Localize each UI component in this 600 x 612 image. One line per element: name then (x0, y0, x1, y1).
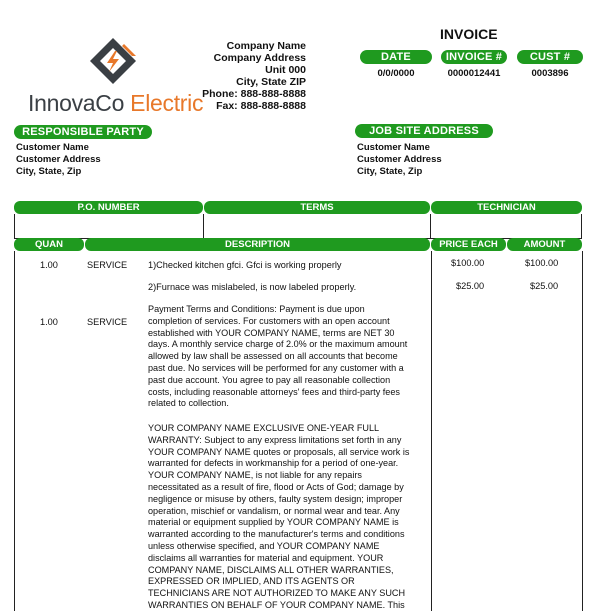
terms-cell[interactable] (203, 214, 431, 239)
warranty-text: YOUR COMPANY NAME EXCLUSIVE ONE-YEAR FULL WARRANTY: Subject to any express limitations set forth in any YOUR COMPANY NAME quotes or proposals, all service work is warranted for defects in workmanship for a period of one-year. YOUR COMPANY NAME, is not liable for any repairs necessitated as a result of fire, flood or Acts of God; damage by negligence or misuse by others, faulty system design; improper operation, mischief or vandalism, or normal wear and tear. Any material or equipment supplied by YOUR COMPANY NAME is warranted according to the manufacturer's terms and conditions unless otherwise specified, and YOUR COMPANY NAME disclaims all warranties for material and equipment. YOUR COMPANY NAME, DISCLAIMS ALL OTHER WARRANTIES, EXPRESSED OR IMPLIED, AND ITS AGENTS OR TECHNICIANS ARE NOT AUTHORIZED TO MAKE ANY SUCH WARRANTIES ON BEHALF OF YOUR COMPANY NAME. This (148, 423, 410, 610)
description-header: DESCRIPTION (85, 238, 430, 251)
company-unit: Unit 000 (265, 64, 306, 76)
row3-quan: 1.00 (40, 317, 58, 327)
terms-header: TERMS (204, 201, 430, 214)
row2-price: $25.00 (456, 281, 485, 291)
date-value: 0/0/0000 (377, 68, 415, 79)
row1-description: 1)Checked kitchen gfci. Gfci is working properly (148, 260, 342, 270)
company-phone: Phone: 888-888-8888 (202, 88, 306, 100)
responsible-customer-address: Customer Address (16, 154, 101, 165)
company-address: Company Address (213, 52, 306, 64)
logo-name-part2: Electric (130, 90, 204, 116)
row1-type: SERVICE (87, 260, 128, 270)
company-name: Company Name (226, 40, 306, 52)
customer-number-value: 0003896 (531, 68, 569, 79)
po-number-header: P.O. NUMBER (14, 201, 203, 214)
job-site-label: JOB SITE ADDRESS (355, 124, 493, 138)
logo-mark-icon (84, 36, 142, 88)
price-each-header: PRICE EACH (431, 238, 506, 251)
company-fax: Fax: 888-888-8888 (216, 100, 306, 112)
row1-amount: $100.00 (525, 258, 559, 268)
invoice-title: INVOICE (440, 26, 498, 42)
company-city: City, State ZIP (236, 76, 306, 88)
row2-amount: $25.00 (530, 281, 559, 291)
logo-name-part1: InnovaCo (28, 90, 125, 116)
table-divider (431, 251, 432, 611)
technician-cell[interactable] (430, 214, 582, 239)
row1-quan: 1.00 (40, 260, 58, 270)
date-label: DATE (360, 50, 432, 64)
job-site-customer-name: Customer Name (357, 142, 430, 153)
responsible-party-label: RESPONSIBLE PARTY (14, 125, 152, 139)
customer-number-label: CUST # (517, 50, 583, 64)
row3-type: SERVICE (87, 317, 128, 327)
job-site-customer-address: Customer Address (357, 154, 442, 165)
payment-terms-text: Payment Terms and Conditions: Payment is due upon completion of services. For customers with an open account established with YOUR COMPANY NAME, terms are NET 30 days. A monthly service charge of 2.0% or the maximum amount allowed by law shall be assessed on all accounts that become past due. No services will be performed for any customer with a past due account. You agree to pay all reasonable collection costs, including reasonable attorneys' fees and third-party fees related to collection. (148, 304, 408, 409)
responsible-customer-name: Customer Name (16, 142, 89, 153)
quan-header: QUAN (14, 238, 84, 251)
po-number-cell[interactable] (14, 214, 204, 239)
company-logo (24, 36, 204, 120)
invoice-number-value: 0000012441 (447, 68, 501, 79)
amount-header: AMOUNT (507, 238, 582, 251)
row2-description: 2)Furnace was mislabeled, is now labeled properly. (148, 282, 357, 292)
responsible-customer-city: City, State, Zip (16, 166, 82, 177)
technician-header: TECHNICIAN (431, 201, 582, 214)
row1-price: $100.00 (451, 258, 485, 268)
job-site-customer-city: City, State, Zip (357, 166, 423, 177)
invoice-number-label: INVOICE # (441, 50, 507, 64)
